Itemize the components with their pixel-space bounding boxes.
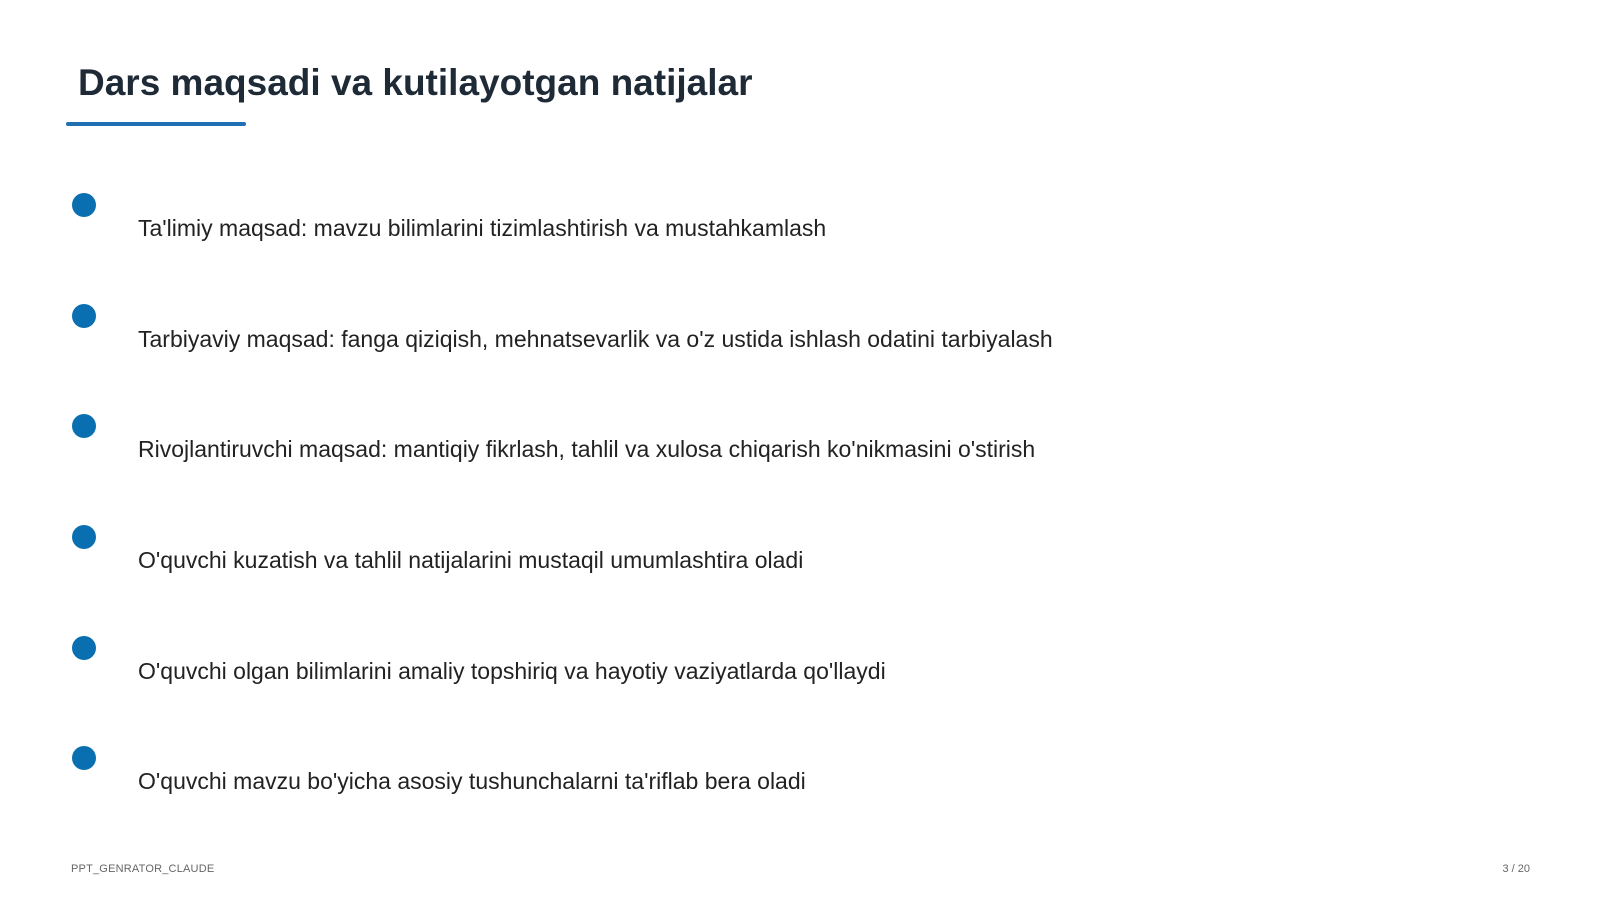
page-indicator: 3 / 20 [1502,863,1530,875]
circle-bullet-icon [72,636,96,660]
bullet-item [72,525,1272,585]
bullet-text: O'quvchi olgan bilimlarini amaliy topshiriq va hayotiy vaziyatlarda qo'llaydi [138,658,886,684]
slide-title: Dars maqsadi va kutilayotgan natijalar [78,62,753,103]
bullet-text: Tarbiyaviy maqsad: fanga qiziqish, mehnatsevarlik va o'z ustida ishlash odatini tarbiyalash [138,326,1053,352]
circle-bullet-icon [72,525,96,549]
bullet-text: Ta'limiy maqsad: mavzu bilimlarini tizimlashtirish va mustahkamlash [138,215,827,241]
bullet-text: Rivojlantiruvchi maqsad: mantiqiy fikrlash, tahlil va xulosa chiqarish ko'nikmasini o'stirish [138,436,1036,462]
bullet-item [72,304,1272,364]
bullet-text: O'quvchi kuzatish va tahlil natijalarini mustaqil umumlashtira oladi [138,547,804,573]
circle-bullet-icon [72,193,96,217]
circle-bullet-icon [72,414,96,438]
bullet-item [72,636,1272,696]
bullet-item [72,414,1272,474]
title-underline [66,122,246,126]
footer-label: PPT_GENRATOR_CLAUDE [71,863,215,875]
bullet-item [72,193,1272,253]
circle-bullet-icon [72,304,96,328]
circle-bullet-icon [72,746,96,770]
bullet-item [72,746,1272,806]
bullet-text: O'quvchi mavzu bo'yicha asosiy tushunchalarni ta'riflab bera oladi [138,768,806,794]
